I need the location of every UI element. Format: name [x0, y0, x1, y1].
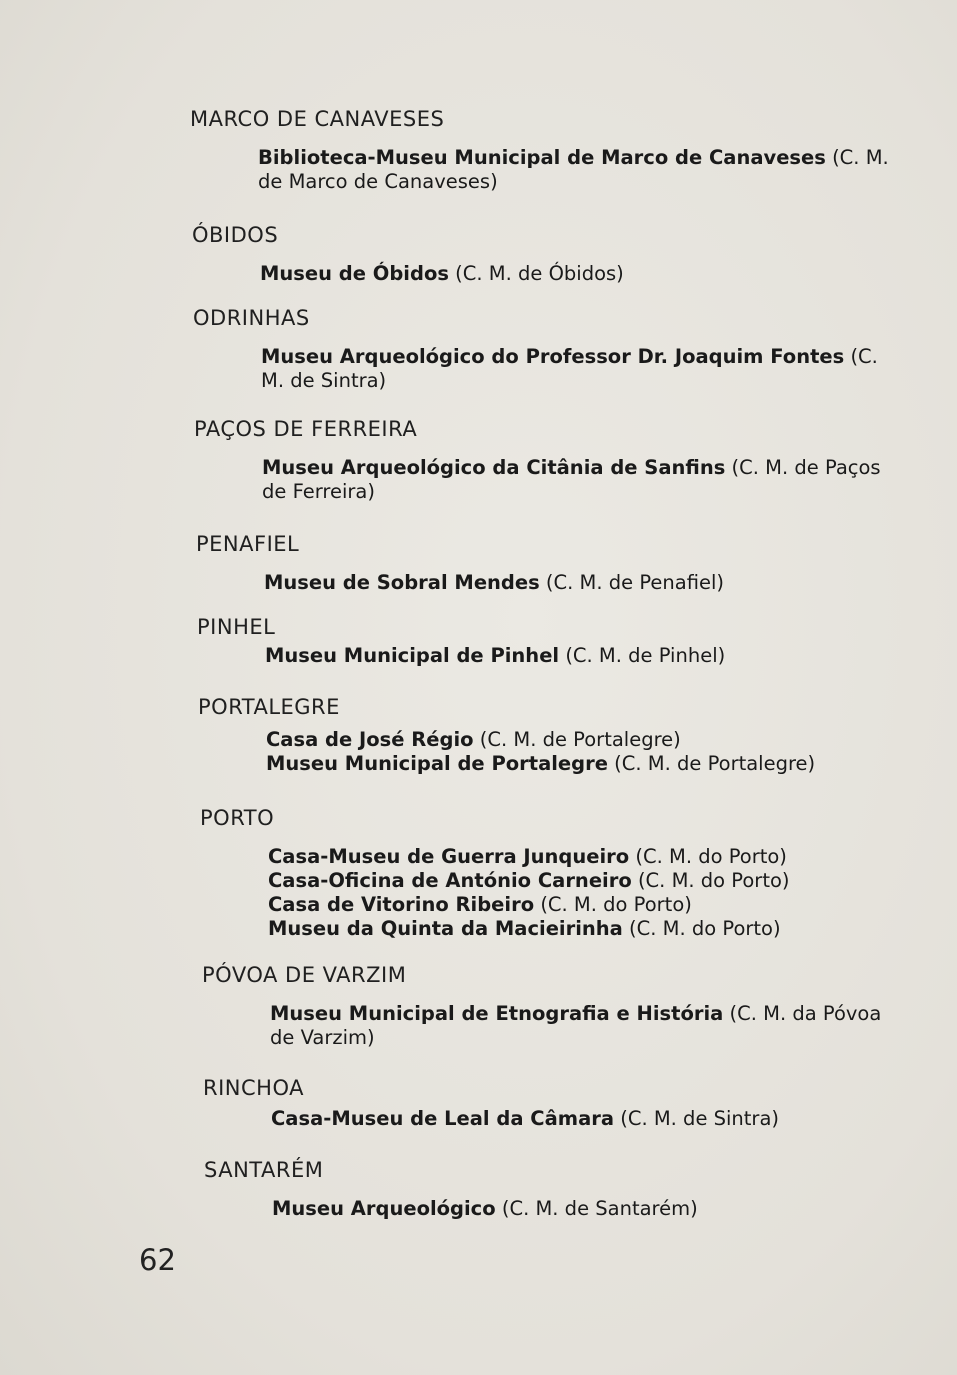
museum-name: Museu Municipal de Etnografia e História: [270, 1002, 724, 1025]
museum-name: Casa de José Régio: [266, 728, 474, 751]
place-heading: SANTARÉM: [204, 1158, 324, 1182]
place-heading: ÓBIDOS: [192, 223, 279, 247]
entry-list: [192, 262, 912, 286]
museum-owner: (C. M. de Penafiel): [545, 571, 725, 594]
museum-name: Museu de Sobral Mendes: [264, 571, 540, 594]
section-obidos: [192, 222, 912, 286]
place-heading: ODRINHAS: [193, 306, 310, 330]
place-heading: PINHEL: [197, 615, 276, 639]
museum-name: Museu Arqueológico da Citânia de Sanfins: [262, 456, 726, 479]
museum-entry: [268, 917, 908, 941]
museum-owner: (C. M. de Sintra): [620, 1107, 780, 1130]
entry-list: [203, 1107, 923, 1131]
section-povoa-de-varzim: [202, 962, 922, 1050]
museum-entry: [268, 893, 908, 917]
museum-name: Museu de Óbidos: [260, 262, 449, 285]
museum-entry: [260, 262, 900, 286]
museum-entry: [262, 456, 902, 504]
section-porto: [200, 805, 920, 941]
museum-entry: [266, 728, 906, 752]
museum-entry: [264, 571, 904, 595]
entry-list: [194, 456, 914, 504]
museum-entry: [258, 146, 898, 194]
museum-owner: (C. M. do Porto): [635, 845, 787, 868]
section-penafiel: [196, 531, 916, 595]
museum-name: Museu Arqueológico do Professor Dr. Joaquim Fontes: [261, 345, 845, 368]
place-heading: PENAFIEL: [196, 532, 300, 556]
section-portalegre: [198, 694, 918, 776]
museum-owner: (C. M. da Póvoa de Varzim): [270, 1002, 882, 1049]
museum-name: Casa-Oficina de António Carneiro: [268, 869, 632, 892]
place-heading: PORTO: [200, 806, 275, 830]
entry-list: [198, 728, 918, 776]
museum-entry: [272, 1197, 912, 1221]
museum-name: Casa-Museu de Guerra Junqueiro: [268, 845, 630, 868]
museum-name: Museu Arqueológico: [272, 1197, 496, 1220]
museum-name: Casa-Museu de Leal da Câmara: [271, 1107, 615, 1130]
page-number: 62: [139, 1243, 176, 1277]
museum-name: Museu Municipal de Portalegre: [266, 752, 608, 775]
museum-owner: (C. M. do Porto): [629, 917, 781, 940]
place-heading: PAÇOS DE FERREIRA: [194, 417, 418, 441]
museum-name: Museu Municipal de Pinhel: [265, 644, 560, 667]
museum-owner: (C. M. do Porto): [637, 869, 790, 892]
museum-owner: (C. M. de Sintra): [261, 345, 878, 392]
museum-entry: [271, 1107, 911, 1131]
museum-entry: [268, 845, 908, 869]
entry-list: [193, 345, 913, 393]
entry-list: [200, 845, 920, 941]
museum-name: Museu da Quinta da Macieirinha: [268, 917, 623, 940]
entry-list: [197, 644, 917, 668]
section-santarem: [204, 1157, 924, 1221]
section-marco-de-canaveses: [190, 106, 910, 194]
museum-owner: (C. M. de Paços de Ferreira): [262, 456, 881, 503]
museum-name: Casa de Vitorino Ribeiro: [268, 893, 535, 916]
place-heading: MARCO DE CANAVESES: [190, 107, 445, 131]
museum-owner: (C. M. do Porto): [540, 893, 692, 916]
museum-name: Biblioteca-Museu Municipal de Marco de Canaveses: [258, 146, 826, 169]
museum-owner: (C. M. de Pinhel): [565, 644, 726, 667]
museum-entry: [270, 1002, 910, 1050]
museum-owner: (C. M. de Portalegre): [479, 728, 681, 751]
museum-owner: (C. M. de Santarém): [501, 1197, 698, 1220]
museum-owner: (C. M. de Marco de Canaveses): [258, 146, 889, 193]
museum-owner: (C. M. de Portalegre): [614, 752, 816, 775]
section-rinchoa: [203, 1075, 923, 1131]
entry-list: [202, 1002, 922, 1050]
place-heading: PORTALEGRE: [198, 695, 340, 719]
museum-entry: [265, 644, 905, 668]
entry-list: [196, 571, 916, 595]
section-pacos-de-ferreira: [194, 416, 914, 504]
section-odrinhas: [193, 305, 913, 393]
place-heading: RINCHOA: [203, 1076, 304, 1100]
museum-entry: [268, 869, 908, 893]
museum-entry: [261, 345, 901, 393]
section-pinhel: [197, 614, 917, 668]
entry-list: [204, 1197, 924, 1221]
museum-owner: (C. M. de Óbidos): [455, 262, 624, 285]
museum-entry: [266, 752, 906, 776]
place-heading: PÓVOA DE VARZIM: [202, 963, 407, 987]
entry-list: [190, 146, 910, 194]
